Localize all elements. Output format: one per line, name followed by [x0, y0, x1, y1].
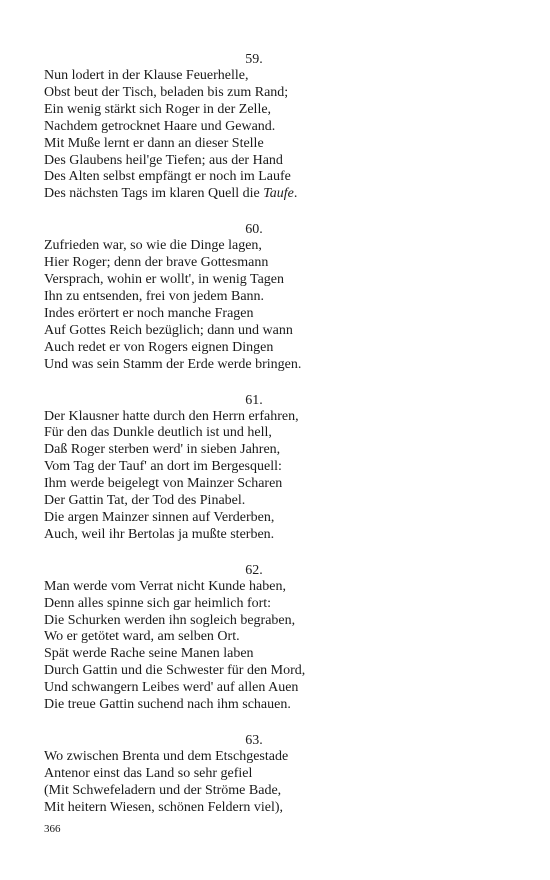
verse-line-text: Des nächsten Tags im klaren Quell die	[44, 186, 264, 202]
verse-line: Indes erörtert er noch manche Fragen	[44, 305, 254, 321]
verse-line: Der Gattin Tat, der Tod des Pinabel.	[44, 493, 246, 509]
stanza-63	[44, 732, 464, 817]
stanza-61	[44, 392, 464, 544]
stanza-number: 59.	[245, 52, 263, 67]
verse-line: Die treue Gattin suchend nach ihm schauen.	[44, 697, 291, 713]
verse-line: Hier Roger; denn der brave Gottesmann	[44, 255, 269, 271]
verse-line: Man werde vom Verrat nicht Kunde haben,	[44, 578, 286, 594]
stanza-number: 61.	[245, 392, 263, 408]
verse-line: Denn alles spinne sich gar heimlich fort:	[44, 595, 272, 611]
verse-line: Daß Roger sterben werd' in sieben Jahren,	[44, 442, 281, 458]
verse-line: Ein wenig stärkt sich Roger in der Zelle,	[44, 101, 272, 117]
verse-line: Versprach, wohin er wollt', in wenig Tagen	[44, 272, 285, 288]
stanza-number: 62.	[245, 562, 263, 578]
verse-line: Wo zwischen Brenta und dem Etschgestade	[44, 749, 289, 764]
verse-line: Spät werde Rache seine Manen laben	[44, 646, 254, 662]
page-number: 366	[44, 823, 61, 835]
verse-line: Mit Muße lernt er dann an dieser Stelle	[44, 135, 264, 151]
verse-line: Zufrieden war, so wie die Dinge lagen,	[44, 238, 262, 254]
italic-word: Taufe	[263, 186, 294, 202]
verse-line: Nun lodert in der Klause Feuerhelle,	[44, 68, 249, 83]
verse-line	[44, 186, 464, 203]
verse-line: Der Klausner hatte durch den Herrn erfahren,	[44, 408, 299, 424]
verse-line: Auch, weil ihr Bertolas ja mußte sterben.	[44, 526, 275, 542]
stanza-number: 63.	[245, 733, 263, 748]
verse-line: Und schwangern Leibes werd' auf allen Auen	[44, 680, 299, 696]
verse-line: Auch redet er von Rogers eignen Dingen	[44, 339, 274, 355]
verse-line: Und was sein Stamm der Erde werde bringen.	[44, 356, 302, 372]
verse-line: Des Alten selbst empfängt er noch im Laufe	[44, 169, 291, 185]
verse-line: Vom Tag der Tauf' an dort im Bergesquell:	[44, 459, 282, 475]
verse-line: (Mit Schwefeladern und der Ströme Bade,	[44, 782, 282, 798]
verse-line: Mit heitern Wiesen, schönen Feldern viel),	[44, 799, 284, 815]
stanza-59	[44, 51, 464, 203]
verse-line-punctuation: .	[293, 186, 298, 202]
verse-line: Antenor einst das Land so sehr gefiel	[44, 765, 253, 781]
verse-line: Ihm werde beigelegt von Mainzer Scharen	[44, 476, 283, 492]
poem-page	[44, 51, 464, 835]
verse-line: Die argen Mainzer sinnen auf Verderben,	[44, 509, 275, 525]
verse-line: Obst beut der Tisch, beladen bis zum Rand;	[44, 84, 289, 100]
verse-line: Des Glaubens heil'ge Tiefen; aus der Hand	[44, 152, 283, 168]
verse-line: Für den das Dunkle deutlich ist und hell,	[44, 425, 272, 441]
verse-line: Wo er getötet ward, am selben Ort.	[44, 629, 240, 645]
verse-line: Auf Gottes Reich bezüglich; dann und wann	[44, 322, 293, 338]
verse-line: Durch Gattin und die Schwester für den Mord,	[44, 663, 306, 679]
verse-line: Ihn zu entsenden, frei von jedem Bann.	[44, 288, 265, 304]
verse-line: Nachdem getrocknet Haare und Gewand.	[44, 118, 276, 134]
verse-line: Die Schurken werden ihn sogleich begraben,	[44, 612, 296, 628]
stanza-number: 60.	[245, 222, 263, 238]
stanza-60	[44, 221, 464, 373]
stanza-62	[44, 562, 464, 714]
